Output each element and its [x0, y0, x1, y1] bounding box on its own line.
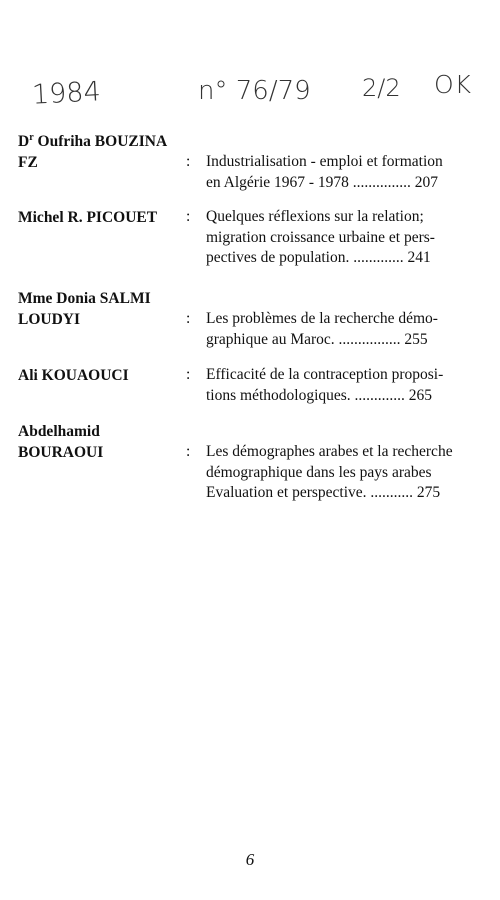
title-line: Les démographes arabes et la recherche: [206, 443, 453, 460]
entry-title: [186, 309, 486, 350]
entry-author: [18, 131, 193, 173]
entry-colon: :: [186, 366, 191, 383]
author-line: BOURAOUI: [18, 444, 104, 461]
title-line: pectives de population. ............. 241: [206, 249, 431, 266]
author-line: Mme Donia SALMI: [18, 290, 151, 307]
author-line: Abdelhamid: [18, 423, 100, 440]
author-line: LOUDYI: [18, 311, 81, 328]
author-line: Michel R. PICOUET: [18, 209, 158, 226]
handwritten-number: n° 76/79: [198, 76, 311, 106]
title-line: migration croissance urbaine et pers-: [206, 228, 435, 246]
title-line: Efficacité de la contraception proposi-: [206, 366, 444, 383]
title-line: Industrialisation - emploi et formation: [206, 153, 443, 170]
author-line: Ali KOUAOUCI: [18, 367, 129, 384]
entry-colon: :: [186, 443, 191, 460]
entry-author: [18, 421, 193, 463]
entry-title: [186, 442, 486, 504]
handwritten-fraction: 2/2: [362, 74, 401, 102]
title-line: en Algérie 1967 - 1978 ............... 207: [206, 173, 439, 191]
entry-title: [186, 365, 486, 406]
handwritten-year: 1984: [31, 76, 102, 111]
page-number: 6: [245, 850, 255, 869]
entry-title: [186, 207, 486, 269]
title-line: démographique dans les pays arabes: [206, 463, 432, 481]
author-line: $D^r$ Oufriha BOUZINA: [18, 131, 168, 150]
title-line: tions méthodologiques. ............. 265: [206, 386, 433, 404]
entry-title: [186, 152, 486, 193]
entry-colon: :: [186, 310, 191, 327]
title-line: Quelques réflexions sur la relation;: [206, 208, 424, 225]
handwritten-ok: OK: [434, 70, 473, 99]
author-line: FZ: [18, 154, 38, 171]
title-line: Les problèmes de la recherche démo-: [206, 310, 438, 327]
title-line: graphique au Maroc. ................ 255: [206, 330, 428, 348]
title-line: Evaluation et perspective. ........... 275: [206, 484, 441, 501]
entry-author: [18, 207, 193, 228]
entry-colon: :: [186, 208, 191, 225]
entry-author: [18, 288, 193, 330]
entry-colon: :: [186, 153, 191, 170]
entry-author: [18, 365, 193, 386]
